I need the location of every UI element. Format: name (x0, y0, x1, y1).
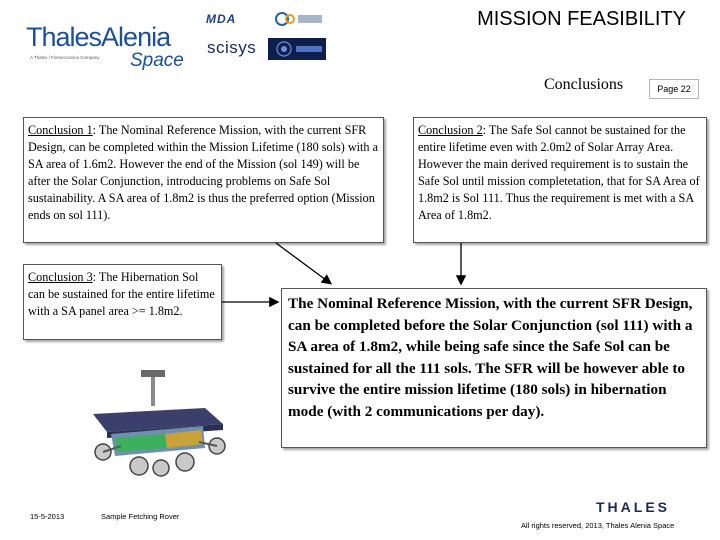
logo-text-primary: ThalesAlenia (26, 22, 171, 52)
rover-illustration (85, 368, 230, 478)
conclusion-1-text: : The Nominal Reference Mission, with the current SFR Design, can be completed within the Mission Lifetime (180 sols) with a SA area of 1.6m2. However the end of the Mission (sol 149) will be after the Solar Conjunction, introducing problems on Safe Sol sustainability. A SA area of 1.8m2 is thus the preferred option (Mission ends on sol 111). (28, 123, 378, 222)
summary-conclusion-text: The Nominal Reference Mission, with the current SFR Design, can be completed before the Solar Conjunction (sol 111) with a SA area of 1.8m2, while being safe since the Safe Sol can be sustained for all the 111 sols. The SFR will be however able to survive the entire mission lifetime (180 sols) in hibernation mode (with 2 communications per day). (288, 295, 693, 420)
page-title: MISSION FEASIBILITY (477, 8, 686, 30)
arrow-from-conclusion-1 (276, 243, 330, 283)
conclusion-2-text: : The Safe Sol cannot be sustained for the entire lifetime even with 2.0m2 of Solar Array Area. However the main derived requirement is to sustain the Safe Sol until mission completetation, that for SA Area of 1.8m2 is Sol 111. Thus the requirement is met with a SA Area of 1.8m2. (418, 123, 700, 222)
thales-logo: THALES (596, 499, 670, 515)
mda-logo: MDA (206, 12, 237, 26)
logo-text-space: Space (130, 50, 184, 71)
footer-date: 15-5-2013 (30, 512, 65, 521)
footer-rights: All rights reserved, 2013, Thales Alenia Space (521, 521, 675, 530)
page-subtitle: Conclusions (544, 76, 624, 93)
page-number-badge: Page 22 (649, 79, 699, 99)
logo-tagline: A Thales / Finmeccanica Company (30, 55, 100, 60)
footer-label: Sample Fetching Rover (101, 512, 180, 521)
conclusion-3-text: : The Hibernation Sol can be sustained for the entire lifetime with a SA panel area >= 1.8m2. (28, 270, 215, 318)
conclusion-3-label: Conclusion 3 (28, 270, 93, 284)
scisys-logo: scisys (207, 38, 257, 57)
conclusion-1-label: Conclusion 1 (28, 123, 93, 137)
conclusion-2-label: Conclusion 2 (418, 123, 483, 137)
